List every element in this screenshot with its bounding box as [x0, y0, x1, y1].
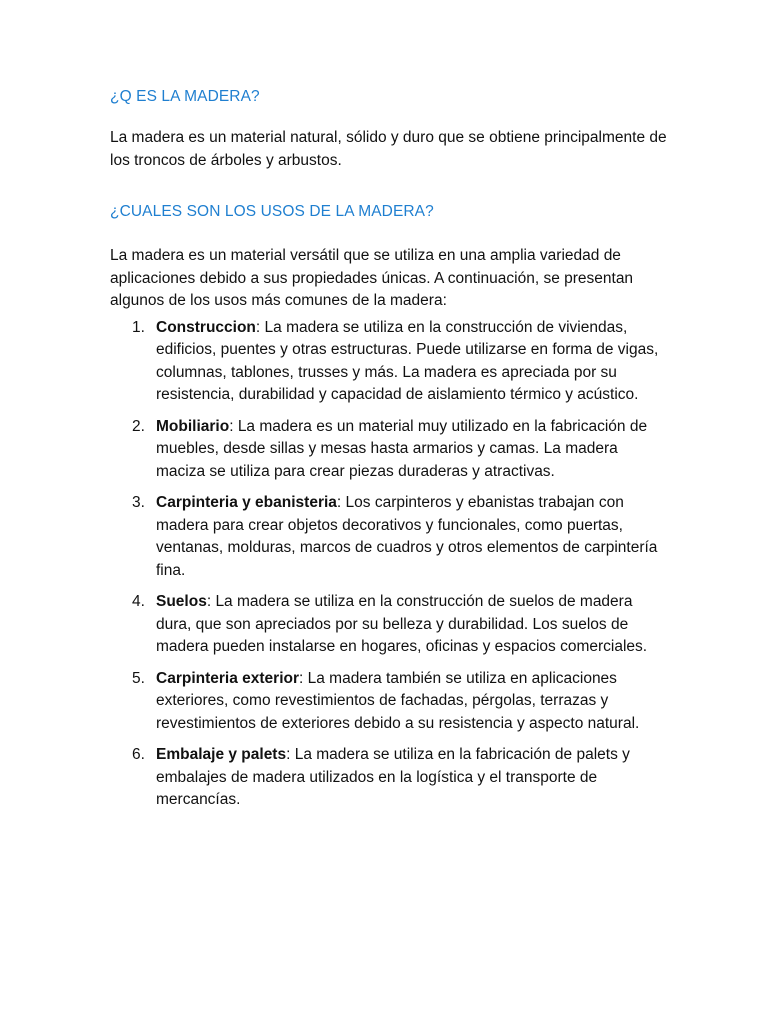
list-item-number: 3. [132, 494, 145, 511]
document-page [110, 86, 670, 821]
uses-intro-paragraph: La madera es un material versátil que se utiliza en una amplia variedad de aplicaciones debido a sus propiedades únicas. A continuación, se presentan algunos de los usos más comunes de la madera: [110, 247, 634, 309]
uses-list [110, 317, 670, 812]
definition-paragraph: La madera es un material natural, sólido y duro que se obtiene principalmente de los troncos de árboles y arbustos. [110, 129, 667, 169]
list-item-term: Carpinteria y ebanisteria [156, 494, 337, 511]
list-item [110, 317, 670, 407]
list-item-text: : La madera también se utiliza en aplicaciones exteriores, como revestimientos de fachadas, pérgolas, terrazas y revestimientos de exteriores debido a su resistencia y aspecto natural. [156, 669, 640, 732]
list-item-number: 1. [132, 318, 145, 336]
section-heading-wood-uses: ¿CUALES SON LOS USOS DE LA MADERA? [110, 203, 434, 220]
list-item-number: 2. [132, 417, 145, 435]
list-item-term: Construccion [156, 318, 256, 336]
list-item-term: Embalaje y palets [156, 746, 287, 763]
list-item-term: Mobiliario [156, 417, 230, 435]
list-item-text: : La madera es un material muy utilizado en la fabricación de muebles, desde sillas y mesas hasta armarios y camas. La madera maciza se utiliza para crear piezas duraderas y atractivas. [156, 417, 648, 480]
list-item [110, 492, 670, 582]
list-item [110, 591, 670, 659]
section-heading-what-is-wood: ¿Q ES LA MADERA? [110, 88, 260, 105]
list-item-text: : Los carpinteros y ebanistas trabajan con madera para crear objetos decorativos y funcionales, como puertas, ventanas, molduras, marcos de cuadros y otros elementos de carpintería fina. [156, 494, 658, 579]
list-item-text: : La madera se utiliza en la fabricación de palets y embalajes de madera utilizados en la logística y el transporte de mercancías. [156, 746, 630, 808]
list-item [110, 416, 670, 484]
list-item-text: : La madera se utiliza en la construcción de viviendas, edificios, puentes y otras estructuras. Puede utilizarse en forma de vigas, columnas, tablones, trusses y más. La madera es apreciada por su resistencia, durabilidad y capacidad de aislamiento térmico y acústico. [156, 318, 659, 403]
list-item-term: Suelos [156, 593, 207, 610]
list-item-number: 5. [132, 669, 145, 687]
list-item-number: 6. [132, 746, 145, 763]
list-item-term: Carpinteria exterior [156, 669, 299, 687]
list-item-text: : La madera se utiliza en la construcción de suelos de madera dura, que son apreciados por su belleza y durabilidad. Los suelos de madera pueden instalarse en hogares, oficinas y espacios comerciales. [156, 593, 648, 655]
list-item-number: 4. [132, 593, 145, 610]
list-item [110, 668, 670, 736]
list-item [110, 744, 670, 812]
